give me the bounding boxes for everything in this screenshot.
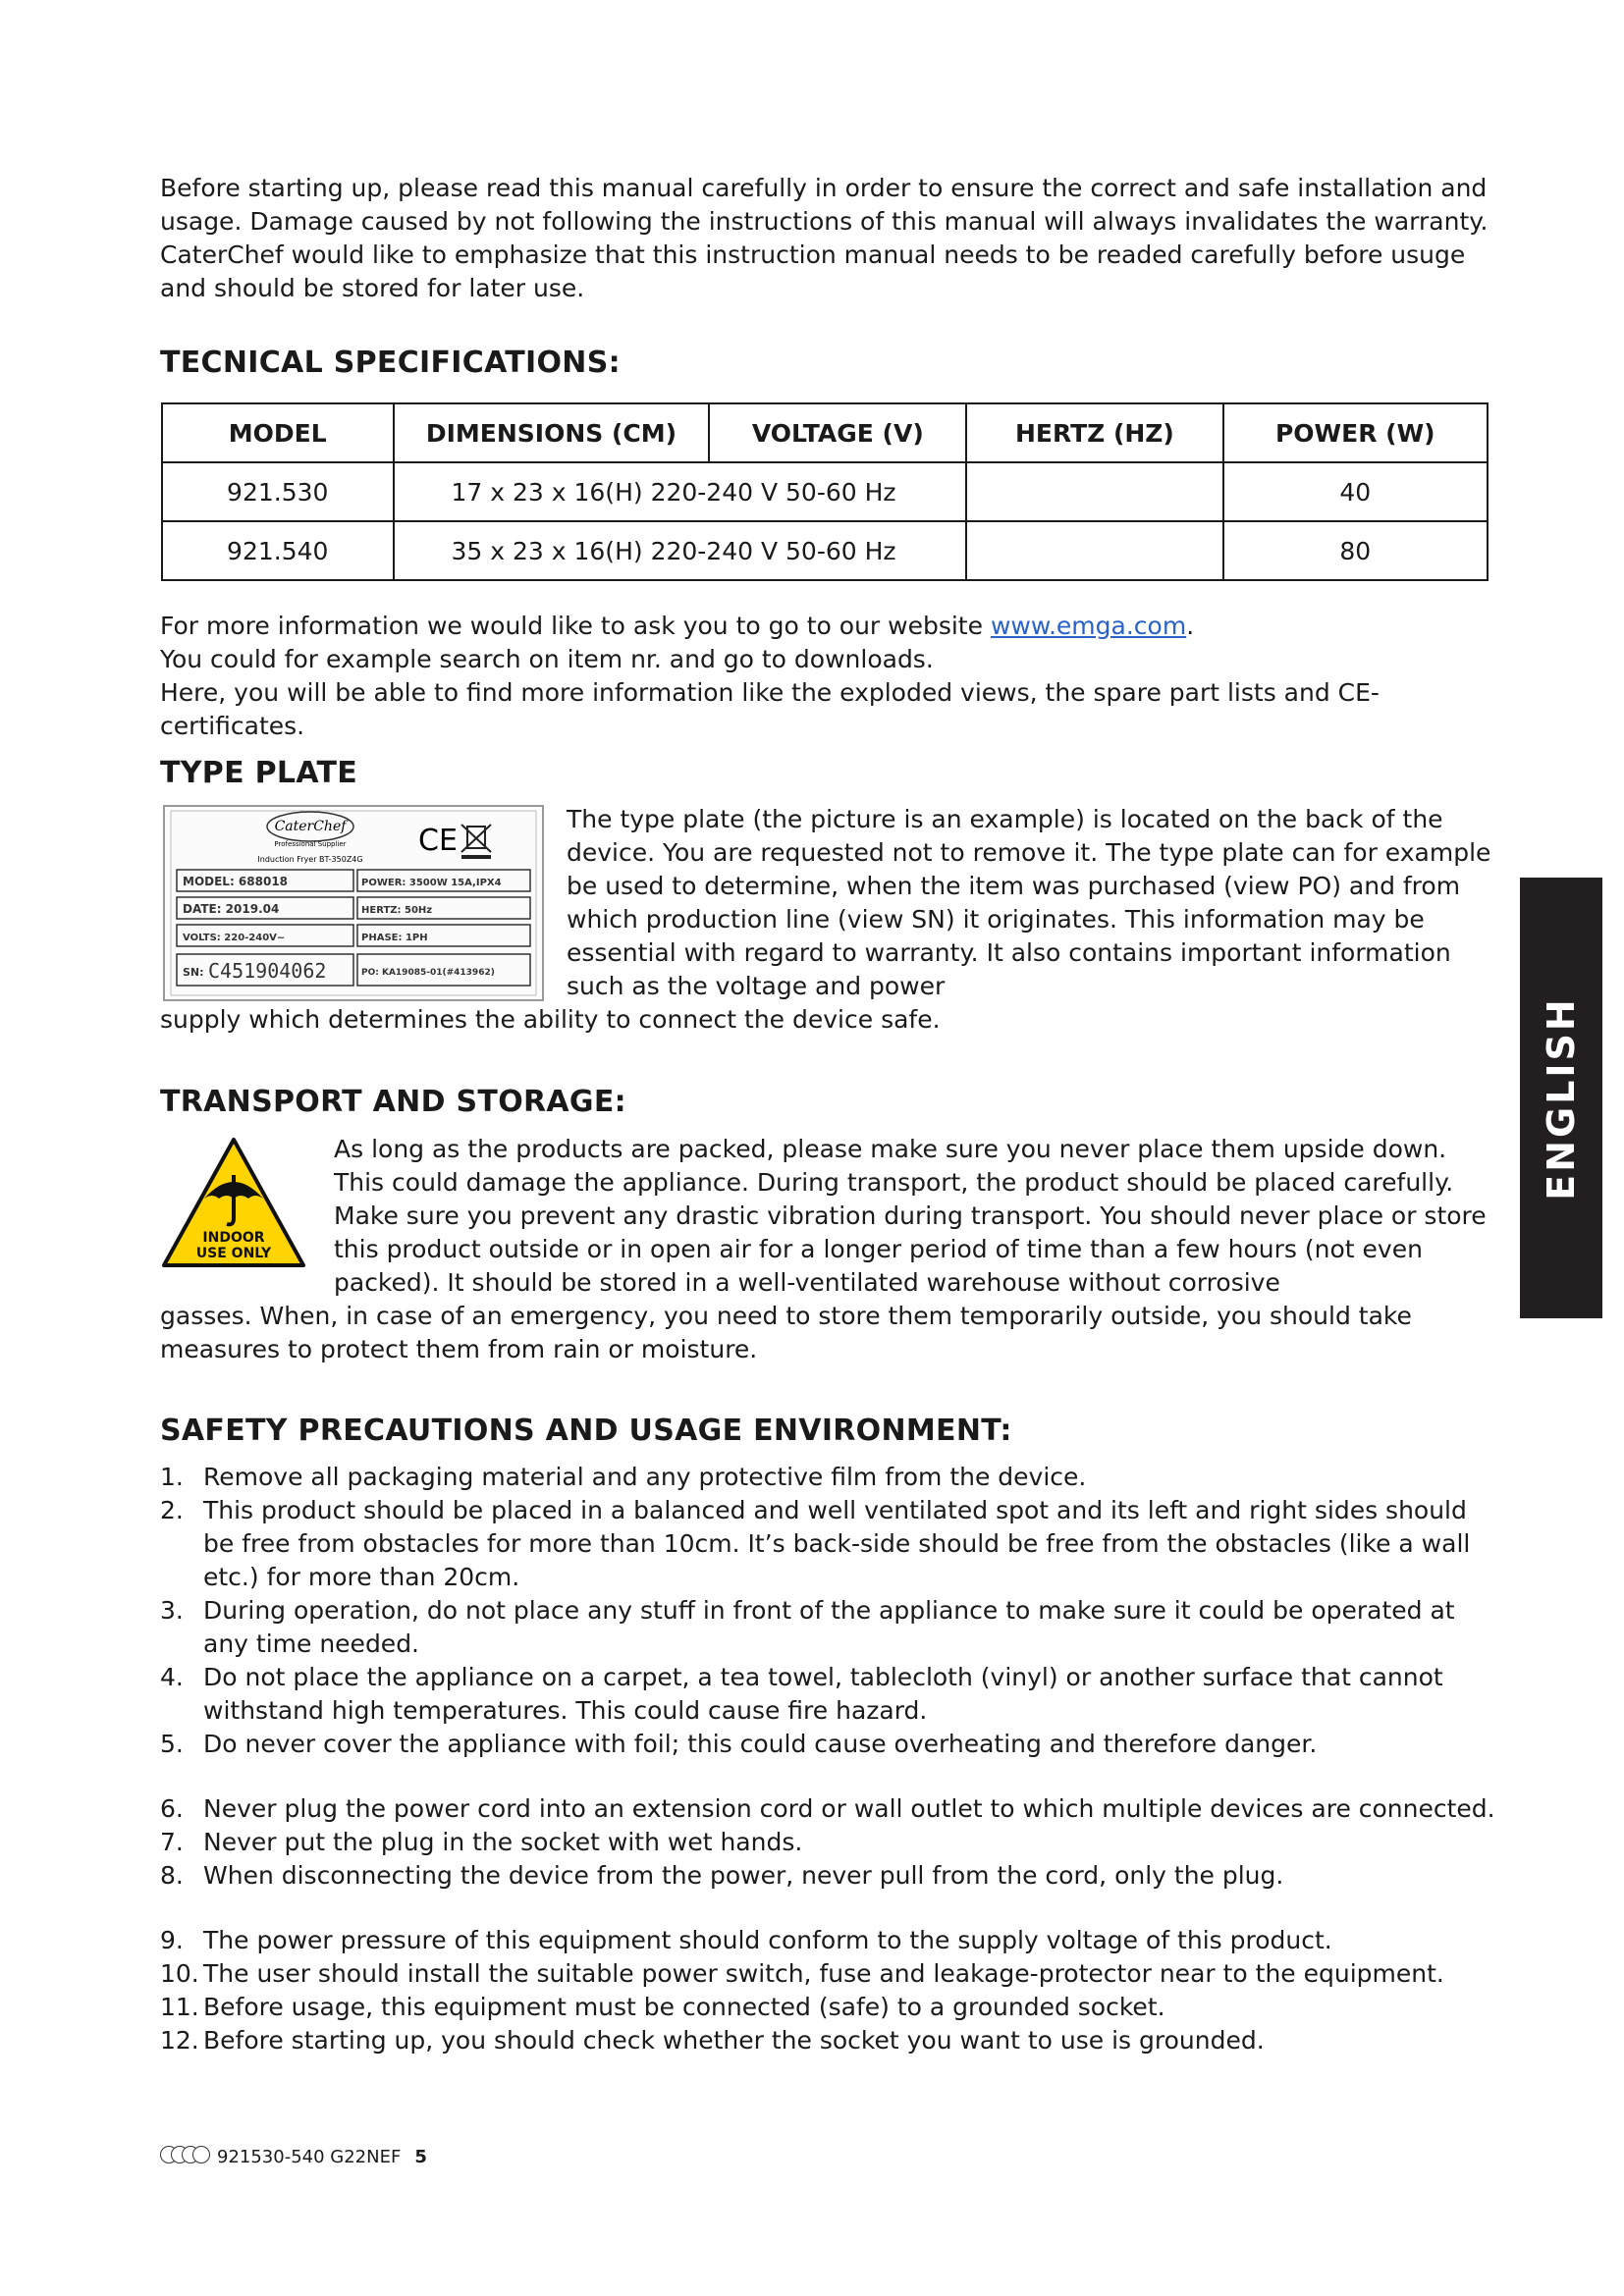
product-text: Induction Fryer BT-350Z4G — [257, 855, 363, 864]
item-text: When disconnecting the device from the power, never pull from the cord, only the plug. — [203, 1861, 1284, 1890]
sign-text: USE ONLY — [195, 1246, 272, 1261]
column-header: MODEL — [162, 403, 394, 462]
item-number: 6. — [160, 1794, 184, 1823]
safety-list — [160, 1461, 1505, 2057]
item-number: 2. — [160, 1496, 184, 1524]
item-number: 11. — [160, 1993, 199, 2021]
item-number: 3. — [160, 1596, 184, 1625]
list-item — [160, 1792, 1505, 1826]
dimensions-cell: 17 x 23 x 16(H) 220-240 V 50-60 Hz — [394, 462, 967, 521]
item-text: Before usage, this equipment must be connected (safe) to a grounded socket. — [203, 1993, 1165, 2021]
item-number: 10. — [160, 1959, 199, 1988]
spacer — [160, 1893, 1505, 1924]
brand-text: CaterChef — [274, 819, 347, 834]
list-item — [160, 1859, 1505, 1893]
list-item — [160, 1728, 1505, 1761]
table-header-row — [162, 403, 1488, 462]
item-number: 1. — [160, 1463, 184, 1491]
item-text: Never plug the power cord into an extension cord or wall outlet to which multiple devices are connected. — [203, 1794, 1495, 1823]
item-text: Do never cover the appliance with foil; this could cause overheating and therefore danger. — [203, 1730, 1318, 1758]
sign-text: INDOOR — [202, 1230, 265, 1246]
volts-label: VOLTS: 220-240V~ — [183, 933, 286, 943]
more-info-line: You could for example search on item nr. and go to downloads. — [160, 645, 934, 673]
transport-heading: TRANSPORT AND STORAGE: — [160, 1085, 626, 1119]
list-item — [160, 1461, 1505, 1494]
item-number: 7. — [160, 1828, 184, 1856]
item-number: 12. — [160, 2026, 199, 2055]
item-text: The power pressure of this equipment should conform to the supply voltage of this product. — [203, 1926, 1332, 1954]
column-header: HERTZ (HZ) — [966, 403, 1222, 462]
item-text: Never put the plug in the socket with wet hands. — [203, 1828, 803, 1856]
transport-paragraph: As long as the products are packed, please make sure you never place them upside down. This could damage the appliance. During transport, the product should be placed carefully. Make sure you prevent any drastic vibration during transport. You should never place or store this product outside or in open air for a longer period of time than a few hours (not even packed). It should be stored in a well-ventilated warehouse without corrosive — [334, 1135, 1487, 1297]
model-label: MODEL: 688018 — [183, 875, 289, 888]
brand-sub-text: Professional Supplier — [274, 840, 347, 848]
list-item — [160, 1991, 1505, 2024]
dimensions-cell: 35 x 23 x 16(H) 220-240 V 50-60 Hz — [394, 521, 967, 580]
phase-label: PHASE: 1PH — [361, 933, 428, 943]
type-plate-paragraph: The type plate (the picture is an example) is located on the back of the device. You are requested not to remove it. The type plate can for example be used to determine, when the item was purchased (view PO) and from which production line (view SN) it originates. This information may be essential with regard to warranty. It also contains important information such as the voltage and power — [567, 805, 1491, 1000]
hertz-cell — [966, 462, 1222, 521]
po-label: PO: KA19085-01(#413962) — [361, 968, 495, 978]
column-header: DIMENSIONS (CM) — [394, 403, 710, 462]
more-info-line: Here, you will be able to find more information like the exploded views, the spare part lists and CE-certificates. — [160, 678, 1380, 740]
spacer — [160, 1761, 1505, 1792]
language-tab — [1520, 878, 1602, 1318]
hertz-label: HERTZ: 50Hz — [361, 905, 433, 916]
list-item — [160, 1594, 1505, 1661]
item-number: 5. — [160, 1730, 184, 1758]
item-number: 4. — [160, 1663, 184, 1691]
model-cell: 921.530 — [162, 462, 394, 521]
column-header: POWER (W) — [1223, 403, 1488, 462]
sn-value: C451904062 — [208, 959, 327, 983]
sn-label: SN: — [183, 966, 204, 979]
power-cell: 80 — [1223, 521, 1488, 580]
item-number: 9. — [160, 1926, 184, 1954]
period-text: . — [1186, 612, 1195, 640]
ce-mark: CE — [418, 824, 458, 858]
item-text: Do not place the appliance on a carpet, a tea towel, tablecloth (vinyl) or another surface that cannot withstand high temperatures. This could cause fire hazard. — [203, 1663, 1443, 1725]
date-label: DATE: 2019.04 — [183, 902, 280, 916]
list-item — [160, 1661, 1505, 1728]
transport-paragraph-end: gasses. When, in case of an emergency, you need to store them temporarily outside, you should take measures to protect them from rain or moisture. — [160, 1302, 1412, 1363]
hertz-cell — [966, 521, 1222, 580]
type-plate-paragraph-end: supply which determines the ability to connect the device safe. — [160, 1005, 941, 1034]
item-text: Remove all packaging material and any protective film from the device. — [203, 1463, 1087, 1491]
item-text: Before starting up, you should check whether the socket you want to use is grounded. — [203, 2026, 1265, 2055]
more-info-text: For more information we would like to ask you to go to our website — [160, 612, 991, 640]
list-item — [160, 1957, 1505, 1991]
list-item — [160, 1924, 1505, 1957]
list-item — [160, 1494, 1505, 1594]
page-footer — [160, 2146, 427, 2168]
type-plate-heading: TYPE PLATE — [160, 756, 358, 790]
page-number: 5 — [414, 2147, 427, 2167]
power-label: POWER: 3500W 15A,IPX4 — [361, 878, 502, 888]
item-text: During operation, do not place any stuff in front of the appliance to make sure it could be operated at any time needed. — [203, 1596, 1455, 1658]
column-header: VOLTAGE (V) — [709, 403, 966, 462]
type-plate-image — [163, 805, 544, 1001]
safety-heading: SAFETY PRECAUTIONS AND USAGE ENVIRONMENT: — [160, 1414, 1012, 1448]
item-text: The user should install the suitable power switch, fuse and leakage-protector near to the equipment. — [203, 1959, 1444, 1988]
item-number: 8. — [160, 1861, 184, 1890]
specifications-table — [161, 402, 1489, 581]
specifications-heading: TECNICAL SPECIFICATIONS: — [160, 346, 621, 380]
item-text: This product should be placed in a balanced and well ventilated spot and its left and right sides should be free from obstacles for more than 10cm. It’s back-side should be free from the obstacles (like a wall etc.) for more than 20cm. — [203, 1496, 1471, 1591]
document-code: 921530-540 G22NEF — [217, 2147, 402, 2167]
more-info-block — [160, 610, 1515, 743]
power-cell: 40 — [1223, 462, 1488, 521]
list-item — [160, 2024, 1505, 2057]
table-row — [162, 462, 1488, 521]
intro-paragraph: Before starting up, please read this manual carefully in order to ensure the correct and safe installation and usage. Damage caused by not following the instructions of this manual will always invalidates the warranty. CaterChef would like to emphasize that this instruction manual needs to be readed carefully before usuge and should be stored for later use. — [160, 174, 1489, 302]
more-info-line — [160, 610, 1515, 643]
list-item — [160, 1826, 1505, 1859]
indoor-use-warning-icon — [160, 1136, 307, 1269]
website-link[interactable]: www.emga.com — [990, 612, 1187, 640]
language-label: ENGLISH — [1540, 995, 1583, 1201]
logo-rings-icon — [160, 2146, 203, 2168]
model-cell: 921.540 — [162, 521, 394, 580]
table-row — [162, 521, 1488, 580]
